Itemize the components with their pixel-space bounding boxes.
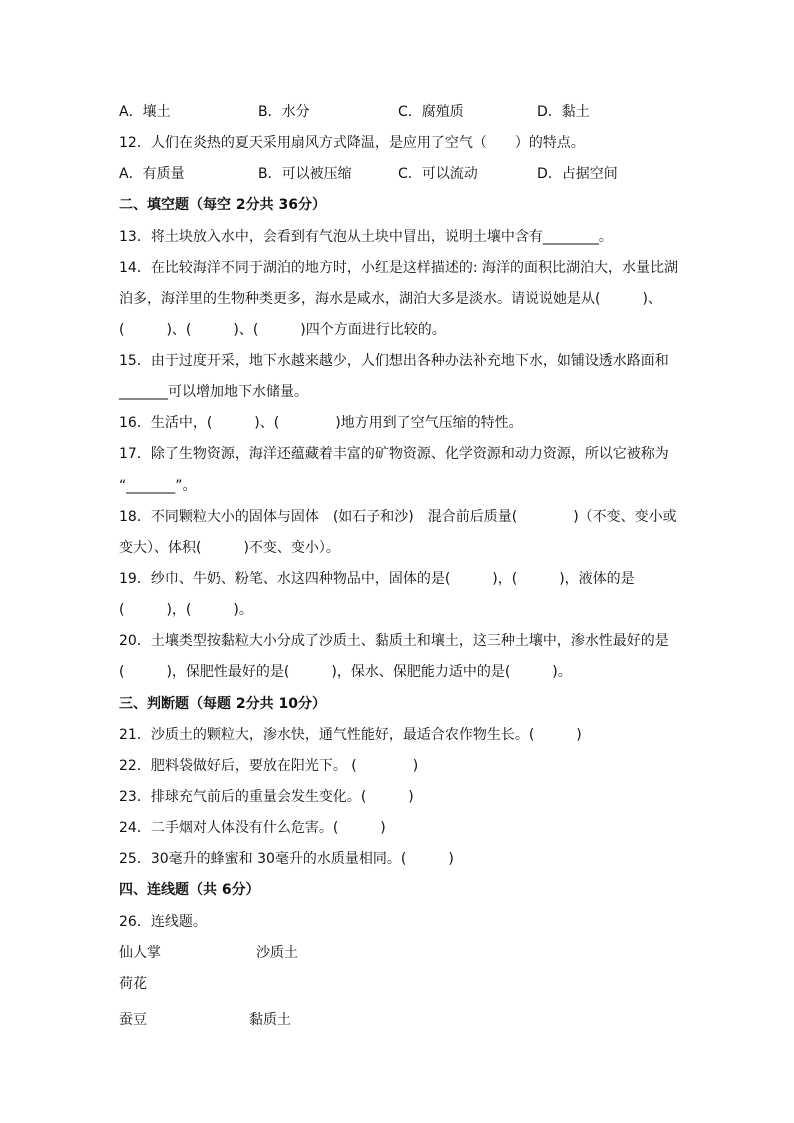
- q20-line-1: 20．土壤类型按黏粒大小分成了沙质土、黏质土和壤土，这三种土壤中，渗水性最好的是: [119, 633, 669, 649]
- q11-option-d: D．黏土: [537, 104, 590, 120]
- q14-line-2: 泊多，海洋里的生物种类更多，海水是咸水，湖泊大多是淡水。请说说她是从( )、: [119, 291, 662, 307]
- matching-row-3: [119, 1010, 291, 1030]
- q13-line: 13．将土块放入水中，会看到有气泡从土块中冒出，说明土壤中含有________。: [119, 229, 613, 245]
- q12-option-b: B．可以被压缩: [258, 166, 352, 182]
- q12-option-d: D．占据空间: [537, 166, 618, 182]
- q19-line-2: ( )，( )。: [119, 602, 253, 618]
- q17-line-2: “_______”。: [119, 478, 197, 494]
- q21-line: 21．沙质土的颗粒大，渗水快，通气性能好，最适合农作物生长。( ): [119, 727, 582, 743]
- section-heading-fill-blank: 二、填空题（每空 2分共 36分）: [119, 197, 326, 213]
- q12-option-c: C．可以流动: [398, 166, 478, 182]
- q18-line-1: 18．不同颗粒大小的固体与固体 (如石子和沙) 混合前后质量( )（不变、变小或: [119, 509, 677, 525]
- q18-line-2: 变大）、体积( )不变、变小）。: [119, 540, 340, 556]
- q11-option-c: C．腐殖质: [398, 104, 464, 120]
- q12-stem: 12．人们在炎热的夏天采用扇风方式降温，是应用了空气（ ）的特点。: [119, 135, 585, 151]
- soil-item: 黏质土: [249, 1012, 291, 1028]
- matching-row-2: [119, 974, 147, 994]
- plant-item: 蚕豆: [119, 1012, 147, 1028]
- q14-line-1: 14．在比较海洋不同于湖泊的地方时，小红是这样描述的: 海洋的面积比湖泊大，水量比湖: [119, 260, 678, 276]
- q22-line: 22．肥料袋做好后，要放在阳光下。 ( ): [119, 758, 419, 774]
- q11-option-b: B．水分: [258, 104, 310, 120]
- q17-line-1: 17．除了生物资源，海洋还蕴藏着丰富的矿物资源、化学资源和动力资源，所以它被称为: [119, 446, 669, 462]
- q11-option-a: A．壤土: [119, 104, 171, 120]
- q20-line-2: ( )，保肥性最好的是( )，保水、保肥能力适中的是( )。: [119, 664, 572, 680]
- q23-line: 23．排球充气前后的重量会发生变化。( ): [119, 789, 414, 805]
- section-heading-true-false: 三、判断题（每题 2分共 10分）: [119, 696, 326, 712]
- soil-item: 沙质土: [256, 945, 298, 961]
- matching-row-1: [119, 943, 298, 963]
- q15-line-2: _______可以增加地下水储量。: [119, 384, 308, 400]
- section-heading-matching: 四、连线题（共 6分）: [119, 882, 260, 898]
- q19-line-1: 19．纱巾、牛奶、粉笔、水这四种物品中，固体的是( )，( )，液体的是: [119, 571, 635, 587]
- plant-item: 荷花: [119, 976, 147, 992]
- q25-line: 25．30毫升的蜂蜜和 30毫升的水质量相同。( ): [119, 851, 454, 867]
- q24-line: 24．二手烟对人体没有什么危害。( ): [119, 820, 386, 836]
- plant-item: 仙人掌: [119, 945, 161, 961]
- q15-line-1: 15．由于过度开采，地下水越来越少，人们想出各种办法补充地下水，如铺设透水路面和: [119, 353, 669, 369]
- q12-option-a: A．有质量: [119, 166, 185, 182]
- q14-line-3: ( )、( )、( )四个方面进行比较的。: [119, 322, 446, 338]
- q16-line: 16．生活中，( )、( )地方用到了空气压缩的特性。: [119, 415, 523, 431]
- q26-line: 26．连线题。: [119, 914, 207, 930]
